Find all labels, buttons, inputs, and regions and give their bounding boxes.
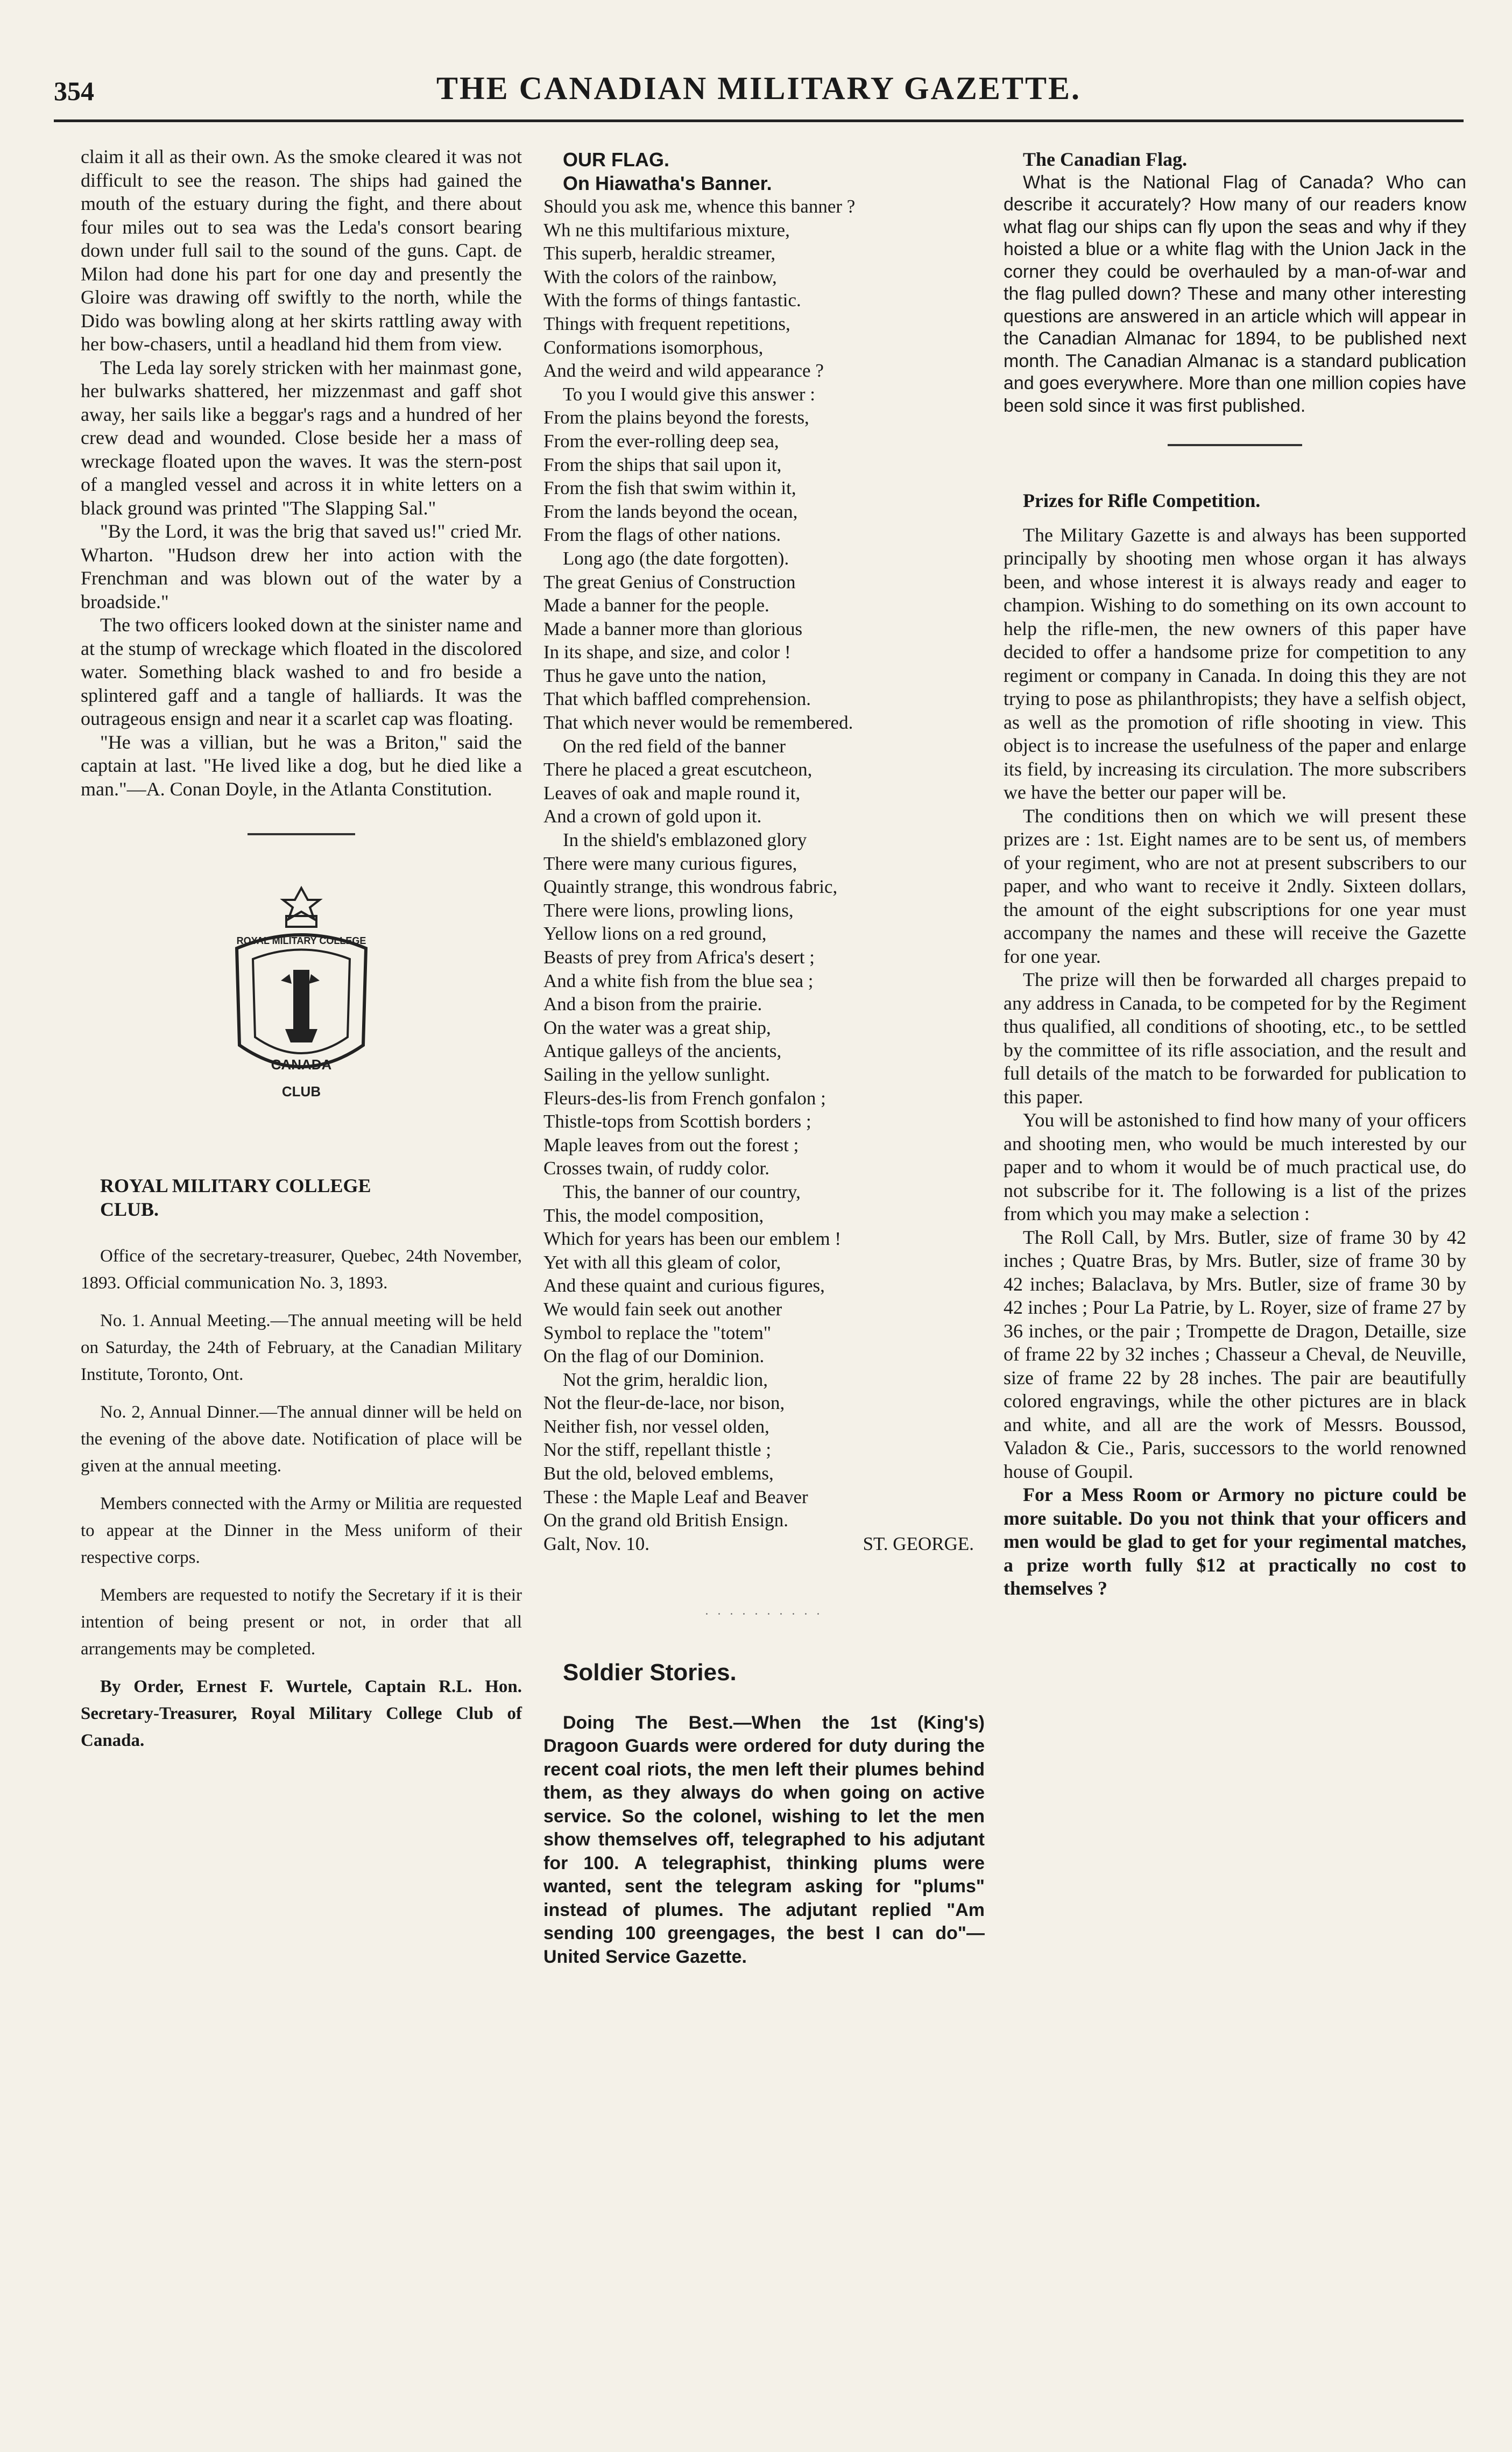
poem-line: Beasts of prey from Africa's desert ; bbox=[543, 947, 815, 968]
rmc-notice bbox=[81, 1243, 522, 1754]
poem-line: With the colors of the rainbow, bbox=[543, 266, 777, 287]
poem-line: And the weird and wild appearance ? bbox=[543, 360, 824, 382]
poem-line: Thus he gave unto the nation, bbox=[543, 665, 767, 686]
poem-body bbox=[543, 195, 985, 1532]
poem-line: Conformations isomorphous, bbox=[543, 336, 764, 358]
poem-line: On the red field of the banner bbox=[563, 735, 786, 757]
poem-line: From the lands beyond the ocean, bbox=[543, 501, 798, 522]
rmc-paragraph: Members are requested to notify the Secretary if it is their intention of being present or not, in order that all arrangements may be completed. bbox=[81, 1586, 522, 1659]
poem-line: Sailing in the yellow sunlight. bbox=[543, 1063, 770, 1085]
rmc-paragraph: No. 2, Annual Dinner.—The annual dinner will be held on the evening of the above date. Notification of place will be given at the annual meeting. bbox=[81, 1403, 522, 1476]
poem-line: This, the banner of our country, bbox=[563, 1181, 801, 1202]
poem-line: That which baffled comprehension. bbox=[543, 688, 811, 710]
prizes-paragraph: The prize will then be forwarded all charges prepaid to any address in Canada, to be competed for by the Regiment thus qualified, all conditions of shooting, etc., to be settled by the committee of its rifle association, and the result and full details of the match to be forwarded for publication to this paper. bbox=[1004, 969, 1466, 1108]
poem-line: Long ago (the date forgotten). bbox=[563, 547, 789, 569]
section-divider bbox=[248, 833, 355, 835]
poem-subtitle: On Hiawatha's Banner. bbox=[563, 172, 772, 194]
poem-line: On the grand old British Ensign. bbox=[543, 1510, 788, 1531]
poem-line: Made a banner for the people. bbox=[543, 595, 769, 616]
poem-author: ST. GEORGE. bbox=[863, 1533, 974, 1554]
poem-line: This, the model composition, bbox=[543, 1204, 764, 1226]
poem-line: In its shape, and size, and color ! bbox=[543, 642, 791, 663]
poem-line: But the old, beloved emblems, bbox=[543, 1463, 774, 1484]
poem-line: Maple leaves from out the forest ; bbox=[543, 1134, 799, 1155]
rmc-paragraph: Office of the secretary-treasurer, Quebec, 24th November, 1893. Official communication No. 3, 1893. bbox=[81, 1246, 522, 1293]
poem-line: Quaintly strange, this wondrous fabric, bbox=[543, 876, 838, 898]
prizes-paragraph: The Roll Call, by Mrs. Butler, size of frame 30 by 42 inches ; Quatre Bras, by Mrs. Butler, size of frame 30 by 42 inches; Balaclava, by Mrs. Butler, size of frame 30 by 42 inches ; Pour La Patrie, by L. Royer, size of frame 27 by 36 inches, or the pair ; Trompette de Dragon, Detaille, size of frame 22 by 32 inches ; Chasseur a Cheval, de Neuville, size of frame 22 by 28 inches. The pair are beautifully colored engravings, while the other pictures are in black and white, and all are the work of Messrs. Boussod, Valadon & Cie., Paris, successors to the world renowned house of Goupil. bbox=[1004, 1226, 1466, 1482]
poem-line: From the ships that sail upon it, bbox=[543, 454, 782, 475]
poem-line: The great Genius of Construction bbox=[543, 571, 796, 593]
prizes-paragraph: For a Mess Room or Armory no picture could be more suitable. Do you not think that your officers and men would be glad to get for your regimental matches, a prize worth fully $12 at practically no cost to themselves ? bbox=[1004, 1484, 1466, 1599]
poem-line: These : the Maple Leaf and Beaver bbox=[543, 1486, 808, 1507]
poem-line: Which for years has been our emblem ! bbox=[543, 1228, 841, 1250]
section-divider bbox=[1168, 444, 1302, 446]
prizes-paragraph: The conditions then on which we will present these prizes are : 1st. Eight names are to be sent us, of members of your regiment, who are not at present subscribers to our paper, and who want to receive it 2ndly. Sixteen dollars, the amount of the eight subscriptions for one year must accompany the names and these will receive the Gazette for one year. bbox=[1004, 805, 1466, 967]
flag-paragraph: What is the National Flag of Canada? Who can describe it accurately? How many of our readers know what flag our ships can fly upon the seas and why if they hoisted a blue or a white flag with the Union Jack in the corner they could be overhauled by a man-of-war and the flag pulled down? These and many other interesting questions are answered in an article which will appear in the Canadian Almanac for 1894, to be published next month. The Canadian Almanac is a standard publication and goes everywhere. More than one million copies have been sold since it was first published. bbox=[1004, 172, 1466, 416]
poem-line: Thistle-tops from Scottish borders ; bbox=[543, 1111, 811, 1132]
poem-line: Not the fleur-de-lace, nor bison, bbox=[543, 1392, 785, 1414]
crest-bottom-text: CANADA bbox=[271, 1056, 332, 1073]
poem-line: We would fain seek out another bbox=[543, 1298, 782, 1320]
poem-line: There he placed a great escutcheon, bbox=[543, 759, 812, 780]
poem-line: Symbol to replace the "totem" bbox=[543, 1322, 772, 1343]
story-continuation bbox=[81, 145, 522, 801]
poem-place-date: Galt, Nov. 10. bbox=[543, 1533, 650, 1554]
poem-line: Things with frequent repetitions, bbox=[543, 313, 790, 334]
poem-line: There were lions, prowling lions, bbox=[543, 899, 794, 921]
rmc-paragraph: No. 1. Annual Meeting.—The annual meeting will be held on Saturday, the 24th of February, at the Canadian Military Institute, Toronto, Ont. bbox=[81, 1311, 522, 1384]
poem-line: Should you ask me, whence this banner ? bbox=[543, 196, 856, 217]
prizes-paragraph: The Military Gazette is and always has been supported principally by shooting men whose organ it has always been, and whose interest it is always ready and eager to champion. Wishing to do something on its own account to help the rifle-men, the new owners of this paper have decided to offer a handsome prize for competition to any regiment or company in Canada. In doing this they are not trying to pose as philanthropists; they have a selfish object, as well as the promotion of rifle shooting in view. This object is to increase the usefulness of the paper and enlarge its field, by increasing its circulation. The more subscribers we have the better our paper will be. bbox=[1004, 524, 1466, 803]
poem-line: Fleurs-des-lis from French gonfalon ; bbox=[543, 1087, 826, 1109]
soldier-story-paragraph: Doing The Best.—When the 1st (King's) Dragoon Guards were ordered for duty during the recent coal riots, the men left their plumes behind them, as they always do when going on active service. So the colonel, wishing to let the men show themselves off, telegraphed to his adjutant for 100. A telegraphist, thinking plums were wanted, sent the telegram asking for "plums" instead of plumes. The adjutant replied "Am sending 100 greengages, the best I can do"—United Service Gazette. bbox=[543, 1712, 985, 1967]
column-right bbox=[1004, 145, 1466, 1601]
poem-line: And these quaint and curious figures, bbox=[543, 1275, 825, 1297]
story-paragraph: The Leda lay sorely stricken with her mainmast gone, her bulwarks shattered, her mizzenmast and gaff shot away, her sails like a beggar's rags and a hundred of her crew dead and wounded. Close beside her a mass of wreckage floated upon the waves. It was the stern-post of a mangled vessel and across it in white letters on a black ground was printed "The Slapping Sal." bbox=[81, 356, 522, 519]
poem-line: In the shield's emblazoned glory bbox=[563, 829, 807, 851]
rmc-title-club: CLUB. bbox=[100, 1198, 159, 1220]
poem-title: OUR FLAG. bbox=[563, 149, 669, 171]
poem-line: Not the grim, heraldic lion, bbox=[563, 1369, 768, 1390]
poem-line: Neither fish, nor vessel olden, bbox=[543, 1415, 769, 1437]
rmc-signature: By Order, Ernest F. Wurtele, Captain R.L. Hon. Secretary-Treasurer, Royal Military College Club of Canada. bbox=[81, 1677, 522, 1750]
rmc-title: ROYAL MILITARY COLLEGE bbox=[100, 1175, 371, 1196]
poem-line: Leaves of oak and maple round it, bbox=[543, 782, 801, 804]
poem-line: And a crown of gold upon it. bbox=[543, 806, 762, 827]
section-divider: . . . . . . . . . . bbox=[705, 1604, 823, 1618]
poem-line: Nor the stiff, repellant thistle ; bbox=[543, 1439, 772, 1461]
poem-line: That which never would be remembered. bbox=[543, 712, 853, 734]
poem-line: There were many curious figures, bbox=[543, 852, 797, 874]
poem-line: Wh ne this multifarious mixture, bbox=[543, 219, 790, 241]
poem-line: On the water was a great ship, bbox=[543, 1017, 771, 1038]
crest-top-text: ROYAL MILITARY COLLEGE bbox=[236, 935, 366, 946]
page-number: 354 bbox=[54, 76, 94, 106]
poem-line: And a bison from the prairie. bbox=[543, 994, 762, 1015]
crest-club-text: CLUB bbox=[281, 1083, 321, 1100]
poem-line: On the flag of our Dominion. bbox=[543, 1345, 765, 1367]
prizes-article bbox=[1004, 524, 1466, 1601]
poem-line: And a white fish from the blue sea ; bbox=[543, 970, 814, 991]
column-left bbox=[81, 145, 522, 1754]
column-middle bbox=[543, 145, 985, 1969]
masthead-title: THE CANADIAN MILITARY GAZETTE. bbox=[436, 71, 1082, 106]
prizes-paragraph: You will be astonished to find how many of your officers and shooting men, who would be much interested by our paper and to whom it would be of much practical use, do not subscribe for it. The following is a list of the prizes from which you may make a selection : bbox=[1004, 1109, 1466, 1224]
poem-line: Crosses twain, of ruddy color. bbox=[543, 1158, 769, 1179]
page-header bbox=[54, 70, 1464, 113]
story-paragraph: "By the Lord, it was the brig that saved us!" cried Mr. Wharton. "Hudson drew her into action with the Frenchman and was blown out of the water by a broadside." bbox=[81, 520, 522, 612]
header-rule bbox=[54, 119, 1464, 122]
rmc-club-crest-icon bbox=[221, 884, 382, 1110]
poem-line: With the forms of things fantastic. bbox=[543, 290, 801, 311]
poem-line: From the plains beyond the forests, bbox=[543, 407, 809, 428]
soldier-stories-title: Soldier Stories. bbox=[563, 1659, 737, 1686]
poem-line: To you I would give this answer : bbox=[563, 383, 816, 405]
poem-line: Made a banner more than glorious bbox=[543, 618, 803, 639]
poem-line: From the flags of other nations. bbox=[543, 524, 781, 546]
rmc-paragraph: Members connected with the Army or Militia are requested to appear at the Dinner in the Mess uniform of their respective corps. bbox=[81, 1494, 522, 1567]
story-paragraph: "He was a villian, but he was a Briton," said the captain at last. "He lived like a dog, but he died like a man."—A. Conan Doyle, in the Atlanta Constitution. bbox=[81, 731, 522, 800]
poem-line: From the ever-rolling deep sea, bbox=[543, 430, 779, 452]
poem-line: From the fish that swim within it, bbox=[543, 477, 796, 499]
prizes-title: Prizes for Rifle Competition. bbox=[1023, 490, 1261, 511]
poem-line: Yet with all this gleam of color, bbox=[543, 1251, 781, 1273]
poem-line: Antique galleys of the ancients, bbox=[543, 1040, 782, 1062]
poem-line: Yellow lions on a red ground, bbox=[543, 923, 767, 945]
poem-line: This superb, heraldic streamer, bbox=[543, 243, 776, 264]
poem-signature bbox=[543, 1532, 985, 1556]
story-paragraph: claim it all as their own. As the smoke cleared it was not difficult to see the reason. The ships had gained the mouth of the estuary during the fight, and there about four miles out to sea was the Leda's consort bearing down under full sail to the sound of the guns. Capt. de Milon had done his part for one day and presently the Gloire was drawing off swiftly to the north, while the Dido was bowling along at her skirts rattling away with her bow-chasers, until a headland hid them from view. bbox=[81, 146, 522, 355]
flag-title: The Canadian Flag. bbox=[1023, 149, 1188, 170]
story-paragraph: The two officers looked down at the sinister name and at the stump of wreckage which floated in the discolored water. Something black washed to and fro beside a splintered gaff and a tangle of halliards. It was the outrageous ensign and near it a scarlet cap was floating. bbox=[81, 614, 522, 729]
